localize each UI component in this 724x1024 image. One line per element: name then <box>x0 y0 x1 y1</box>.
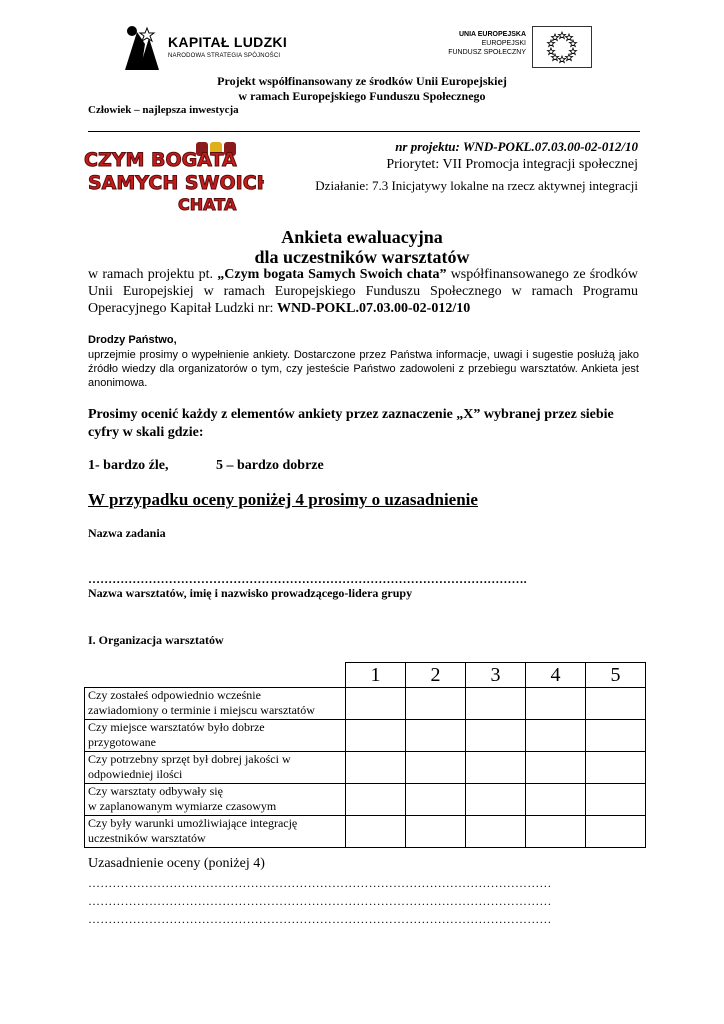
question-text: Czy warsztaty odbywały się w zaplanowanym wymiarze czasowym <box>85 784 346 816</box>
rating-cell[interactable] <box>346 720 406 752</box>
eu-line3: FUNDUSZ SPOŁECZNY <box>448 49 526 56</box>
question-text: Czy potrzebny sprzęt był dobrej jakości w odpowiedniej ilości <box>85 752 346 784</box>
project-number: nr projektu: WND-POKL.07.03.00-02-012/10 <box>395 139 638 154</box>
rating-cell[interactable] <box>406 784 466 816</box>
table-row <box>85 784 646 816</box>
rating-cell[interactable] <box>586 752 646 784</box>
rating-cell[interactable] <box>586 816 646 848</box>
project-funding-line1: Projekt współfinansowany ze środków Unii Europejskiej <box>217 74 507 88</box>
chata-logo-line3: CHATA <box>178 195 237 214</box>
rating-cell[interactable] <box>346 816 406 848</box>
scale-high: 5 – bardzo dobrze <box>216 458 324 473</box>
justification-line-1[interactable]: …………………………………………………………………………………………………… <box>88 876 552 890</box>
rating-cell[interactable] <box>526 752 586 784</box>
greeting: Drodzy Państwo, <box>88 334 177 346</box>
header-divider <box>88 131 640 132</box>
rating-cell[interactable] <box>586 784 646 816</box>
rating-cell[interactable] <box>346 784 406 816</box>
rating-cell[interactable] <box>466 720 526 752</box>
rating-header-1: 1 <box>346 663 406 688</box>
question-text: Czy miejsce warsztatów było dobrze przygotowane <box>85 720 346 752</box>
kapital-ludzki-logo <box>115 24 295 70</box>
rating-cell[interactable] <box>406 720 466 752</box>
rating-header-2: 2 <box>406 663 466 688</box>
chata-logo-line2: SAMYCH SWOICH <box>88 172 264 194</box>
intro-project-number: WND-POKL.07.03.00-02-012/10 <box>276 301 471 316</box>
table-row <box>85 720 646 752</box>
rating-cell[interactable] <box>586 720 646 752</box>
rating-cell[interactable] <box>466 688 526 720</box>
rating-cell[interactable] <box>526 720 586 752</box>
rating-header-4: 4 <box>526 663 586 688</box>
rating-cell[interactable] <box>406 752 466 784</box>
kapital-ludzki-subtitle: NARODOWA STRATEGIA SPÓJNOŚCI <box>168 53 281 59</box>
kapital-ludzki-emblem-icon <box>115 24 163 70</box>
project-action: Działanie: 7.3 Inicjatywy lokalne na rzecz aktywnej integracji <box>315 178 638 193</box>
eu-flag-icon <box>532 26 592 68</box>
justification-line-3[interactable]: …………………………………………………………………………………………………… <box>88 912 552 926</box>
rating-header-5: 5 <box>586 663 646 688</box>
rating-cell[interactable] <box>406 816 466 848</box>
scale-low: 1- bardzo źle, <box>88 458 169 473</box>
rating-table <box>84 662 646 848</box>
intro-project-name: „Czym bogata Samych Swoich chata” <box>217 267 447 282</box>
section-title: I. Organizacja warsztatów <box>88 633 224 647</box>
rating-header-3: 3 <box>466 663 526 688</box>
eu-text <box>420 30 526 57</box>
eu-line2: EUROPEJSKI <box>481 40 526 47</box>
intro-paragraph: w ramach projektu pt. „Czym bogata Samych Swoich chata” współfinansowanego ze środków Unii Europejskiej w ramach Europejskiego Funduszu Społecznego w ramach Programu Operacyjnego Kapitał Ludzki nr: WND-POKL.07.03.00-02-012/10 <box>88 267 638 316</box>
task-name-label: Nazwa zadania <box>88 526 166 540</box>
table-row <box>85 752 646 784</box>
survey-title-line1: Ankieta ewaluacyjna <box>281 227 443 247</box>
project-funding-line2: w ramach Europejskiego Funduszu Społecznego <box>238 89 486 103</box>
eu-line1: UNIA EUROPEJSKA <box>458 31 526 38</box>
rating-cell[interactable] <box>346 688 406 720</box>
task-name-field[interactable]: ………………………………………………………………………………………………. <box>88 572 527 586</box>
question-text: Czy były warunki umożliwiające integrację uczestników warsztatów <box>85 816 346 848</box>
request-paragraph: uprzejmie prosimy o wypełnienie ankiety. Dostarczone przez Państwa informacje, uwagi i sugestie posłużą jako źródło wiedzy dla organizatorów o tym, czy jesteście Państwo zadowoleni z przebiegu warsztatów. Ankieta jest anonimowa. <box>88 349 639 389</box>
rating-instruction: Prosimy ocenić każdy z elementów ankiety przez zaznaczenie „X” wybranej przez siebie cyfry w skali gdzie: <box>88 407 614 440</box>
justification-label: Uzasadnienie oceny (poniżej 4) <box>88 856 265 871</box>
table-row <box>85 688 646 720</box>
justification-line-2[interactable]: …………………………………………………………………………………………………… <box>88 894 552 908</box>
justification-note: W przypadku oceny poniżej 4 prosimy o uzasadnienie <box>88 490 478 509</box>
rating-header-row <box>85 663 646 688</box>
rating-cell[interactable] <box>526 816 586 848</box>
rating-cell[interactable] <box>466 784 526 816</box>
chata-logo <box>78 140 264 214</box>
rating-cell[interactable] <box>346 752 406 784</box>
table-row <box>85 816 646 848</box>
rating-cell[interactable] <box>466 816 526 848</box>
chata-logo-line1: CZYM BOGATA <box>84 149 237 171</box>
motto: Człowiek – najlepsza inwestycja <box>88 104 239 116</box>
rating-cell[interactable] <box>406 688 466 720</box>
question-text: Czy zostałeś odpowiednio wcześnie zawiadomiony o terminie i miejscu warsztatów <box>85 688 346 720</box>
project-priority: Priorytet: VII Promocja integracji społecznej <box>386 157 638 172</box>
rating-cell[interactable] <box>466 752 526 784</box>
survey-title-line2: dla uczestników warsztatów <box>254 247 470 267</box>
kapital-ludzki-title: KAPITAŁ LUDZKI <box>168 34 288 50</box>
rating-cell[interactable] <box>526 784 586 816</box>
rating-cell[interactable] <box>586 688 646 720</box>
workshop-leader-label: Nazwa warsztatów, imię i nazwisko prowadzącego-lidera grupy <box>88 586 413 600</box>
rating-cell[interactable] <box>526 688 586 720</box>
